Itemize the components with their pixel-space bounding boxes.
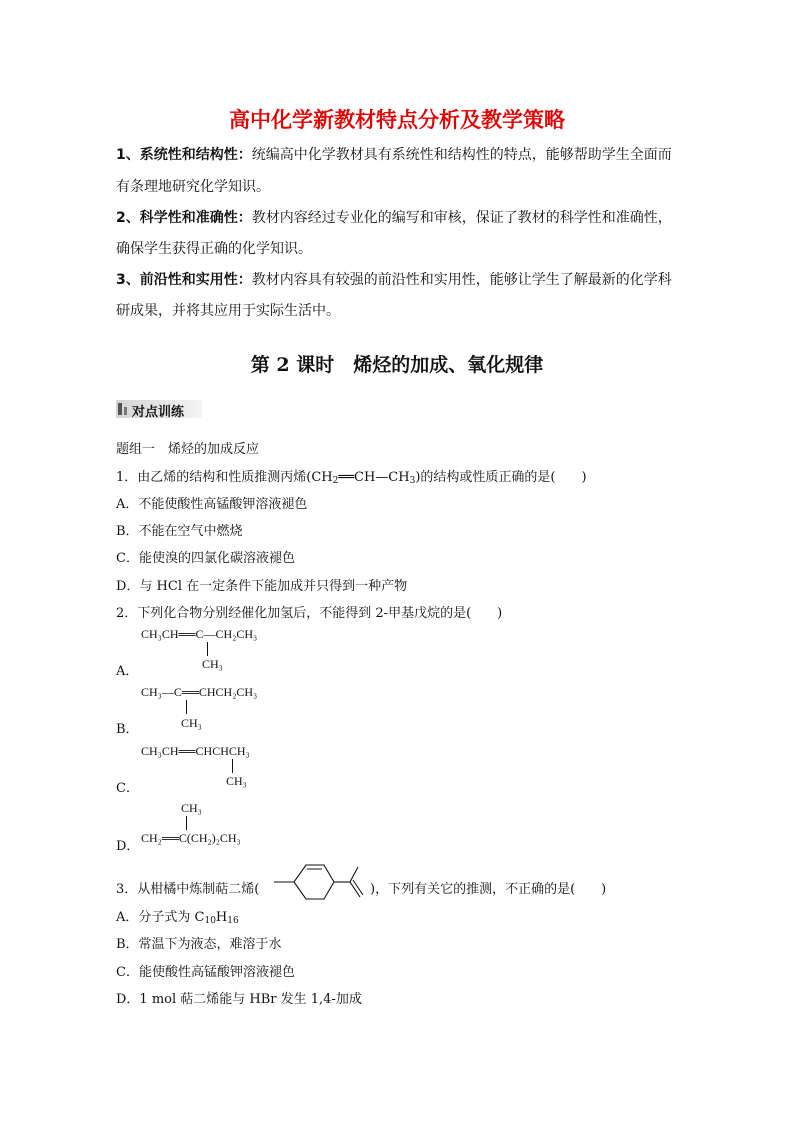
ring-icon <box>274 865 334 899</box>
q2-b-sub: CH₃ <box>181 716 202 730</box>
intro-2-line1 <box>116 211 672 225</box>
q1-option-a: A．不能使酸性高锰酸钾溶液褪色 <box>116 497 308 512</box>
lesson-title: 第 2 课时 烯烃的加成、氧化规律 <box>250 354 544 376</box>
vinyl-bond-icon <box>350 882 360 897</box>
q3-option-d: D．1 mol 萜二烯能与 HBr 发生 1,4-加成 <box>116 992 362 1007</box>
intro-3-line2: 研成果，并将其应用于实际生活中。 <box>116 303 340 319</box>
intro-3-line1 <box>116 273 672 287</box>
q2-stem: 2．下列化合物分别经催化加氢后，不能得到 2-甲基戊烷的是( ) <box>116 606 503 621</box>
q3-option-a: A．分子式为 $C_{10}H_{16}$ <box>116 910 239 926</box>
page-title: 高中化学新教材特点分析及教学策略 <box>229 108 565 132</box>
section-tag <box>116 400 202 418</box>
q3-stem-b: )，下列有关它的推测，不正确的是( ) <box>370 882 607 897</box>
q2-c-main: CH₃CH══CHCHCH₃ <box>141 744 250 758</box>
intro-3-text: 教材内容具有较强的前沿性和实用性，能够让学生了解最新的化学科 <box>251 272 672 288</box>
q2-label-d: D． <box>116 839 140 854</box>
q2-label-a: A． <box>116 664 139 679</box>
intro-2-line2: 确保学生获得正确的化学知识。 <box>116 241 312 257</box>
terpinene-structure-icon <box>262 855 368 905</box>
q2-d-main: CH₂══C(CH₂)₂CH₃ <box>141 831 241 845</box>
intro-2-label: 2、科学性和准确性： <box>116 210 252 226</box>
q2-d-bond <box>186 816 187 830</box>
q2-d-top: CH₃ <box>181 801 202 815</box>
intro-1-text: 统编高中化学教材具有系统性和结构性的特点，能够帮助学生全面而 <box>251 147 672 163</box>
q2-label-c: C． <box>116 781 139 796</box>
q2-label-b: B． <box>116 722 139 737</box>
q2-c-sub: CH₃ <box>226 774 247 788</box>
intro-1-line1 <box>116 148 672 162</box>
vinyl-double-bond-icon <box>353 880 363 895</box>
tag-bar-icon <box>118 403 122 415</box>
methyl-bond-icon <box>350 867 358 882</box>
q3-option-c: C．能使酸性高锰酸钾溶液褪色 <box>116 965 295 980</box>
intro-2-text: 教材内容经过专业化的编写和审核，保证了教材的科学性和准确性， <box>251 210 672 226</box>
q2-a-sub: CH₃ <box>202 657 223 671</box>
section-tag-label: 对点训练 <box>132 405 185 420</box>
intro-1-label: 1、系统性和结构性： <box>116 147 252 163</box>
q1-option-b: B．不能在空气中燃烧 <box>116 524 243 539</box>
q2-c-bond <box>232 759 233 773</box>
q2-b-main: CH₃—C══CHCH₂CH₃ <box>141 685 258 699</box>
q1-option-d: D．与 HCl 在一定条件下能加成并只得到一种产物 <box>116 579 408 594</box>
q2-a-bond <box>207 642 208 656</box>
q1-stem: 1．由乙烯的结构和性质推测丙烯$(CH_2══CH—CH_3)$的结构或性质正确的是( ) <box>116 470 587 486</box>
q2-a-main: CH₃CH══C—CH₂CH₃ <box>141 627 258 641</box>
intro-3-label: 3、前沿性和实用性： <box>116 272 252 288</box>
tag-bar-icon-2 <box>124 407 127 415</box>
q3-option-b: B．常温下为液态，难溶于水 <box>116 937 282 952</box>
group-title: 题组一 烯烃的加成反应 <box>116 442 260 457</box>
q1-option-c: C．能使溴的四氯化碳溶液褪色 <box>116 551 295 566</box>
intro-1-line2: 有条理地研究化学知识。 <box>116 179 270 195</box>
q3-stem-a: 3．从柑橘中炼制萜二烯( <box>116 882 260 897</box>
q2-b-bond <box>186 700 187 714</box>
